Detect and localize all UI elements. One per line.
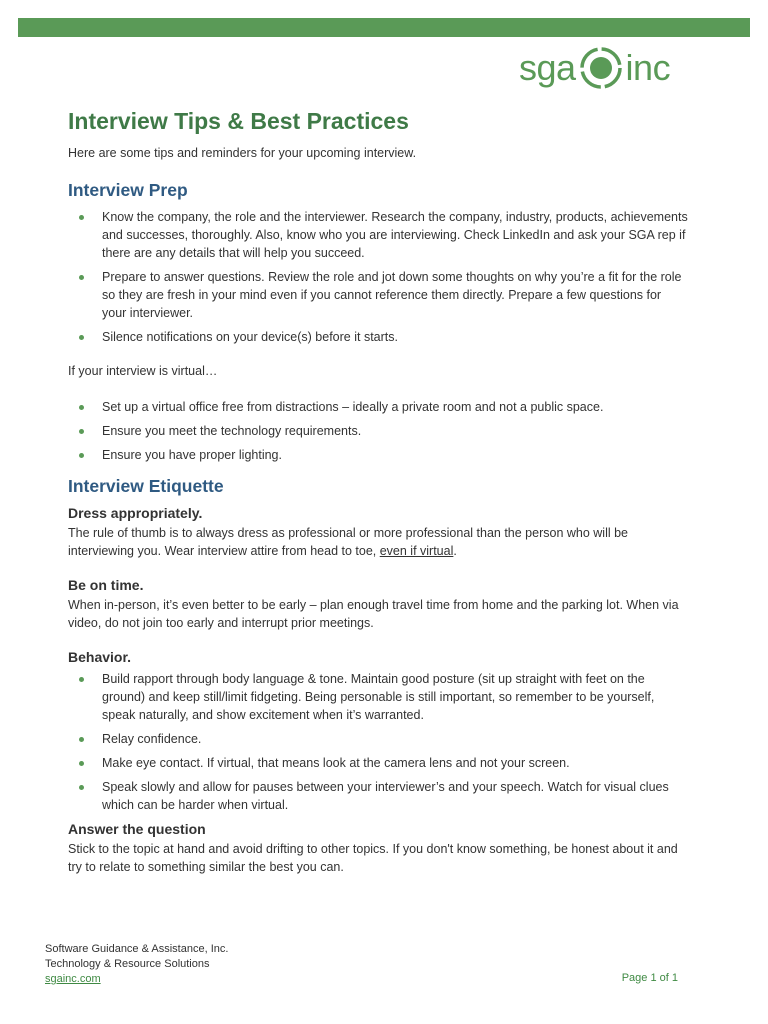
section-heading-prep: Interview Prep	[68, 180, 188, 200]
footer-tagline: Technology & Resource Solutions	[45, 958, 210, 970]
footer-company: Software Guidance & Assistance, Inc.	[45, 943, 229, 955]
behavior-list	[68, 670, 688, 814]
list-item: Set up a virtual office free from distractions – ideally a private room and not a public space.	[68, 398, 688, 416]
logo-circle-icon	[579, 46, 623, 90]
subheading-on-time: Be on time.	[68, 577, 144, 593]
dress-text-end: .	[453, 544, 457, 558]
top-accent-bar	[18, 18, 750, 37]
sga-logo	[519, 46, 670, 90]
dress-text	[68, 524, 688, 560]
section-heading-etiquette: Interview Etiquette	[68, 476, 224, 496]
subheading-behavior: Behavior.	[68, 649, 132, 665]
dress-text-main: The rule of thumb is to always dress as professional or more professional than the person who will be interviewing you. Wear interview attire from head to toe,	[68, 526, 629, 558]
document-body	[68, 106, 688, 876]
list-item: Silence notifications on your device(s) before it starts.	[68, 328, 688, 346]
page-title: Interview Tips & Best Practices	[68, 108, 409, 134]
list-item: Speak slowly and allow for pauses between your interviewer’s and your speech. Watch for visual clues which can be harder when virtual.	[68, 778, 688, 814]
list-item: Relay confidence.	[68, 730, 688, 748]
footer	[45, 942, 228, 987]
list-item: Ensure you have proper lighting.	[68, 446, 688, 464]
subheading-dress: Dress appropriately.	[68, 505, 203, 521]
prep-list	[68, 208, 688, 346]
list-item: Know the company, the role and the interviewer. Research the company, industry, products, achievements and successes, thoroughly. Also, know who you are interviewing. Check LinkedIn and ask your SGA rep if there are any details that will help you succeed.	[68, 208, 688, 262]
virtual-intro: If your interview is virtual…	[68, 364, 218, 378]
virtual-list	[68, 398, 688, 464]
on-time-text: When in-person, it’s even better to be early – plan enough travel time from home and the parking lot. When via video, do not join too early and interrupt prior meetings.	[68, 598, 679, 630]
list-item: Build rapport through body language & tone. Maintain good posture (sit up straight with feet on the ground) and keep still/limit fidgeting. Being personable is still important, so remember to be yourself, speak naturally, and show excitement when it’s warranted.	[68, 670, 688, 724]
subheading-answer: Answer the question	[68, 821, 206, 837]
list-item: Make eye contact. If virtual, that means look at the camera lens and not your screen.	[68, 754, 688, 772]
logo-text-right: inc	[625, 47, 671, 88]
page-number: Page 1 of 1	[621, 972, 678, 984]
intro-text: Here are some tips and reminders for your upcoming interview.	[68, 146, 417, 160]
list-item: Prepare to answer questions. Review the role and jot down some thoughts on why you’re a fit for the role so they are fresh in your mind even if you cannot reference them directly. Prepare a few questions for your interviewer.	[68, 268, 688, 322]
list-item: Ensure you meet the technology requirements.	[68, 422, 688, 440]
logo-text-left: sga	[519, 47, 576, 88]
dress-text-underlined: even if virtual	[379, 544, 454, 558]
answer-text: Stick to the topic at hand and avoid drifting to other topics. If you don't know something, be honest about it and try to relate to something similar the best you can.	[68, 842, 678, 874]
footer-website-link[interactable]: sgainc.com	[45, 973, 101, 985]
